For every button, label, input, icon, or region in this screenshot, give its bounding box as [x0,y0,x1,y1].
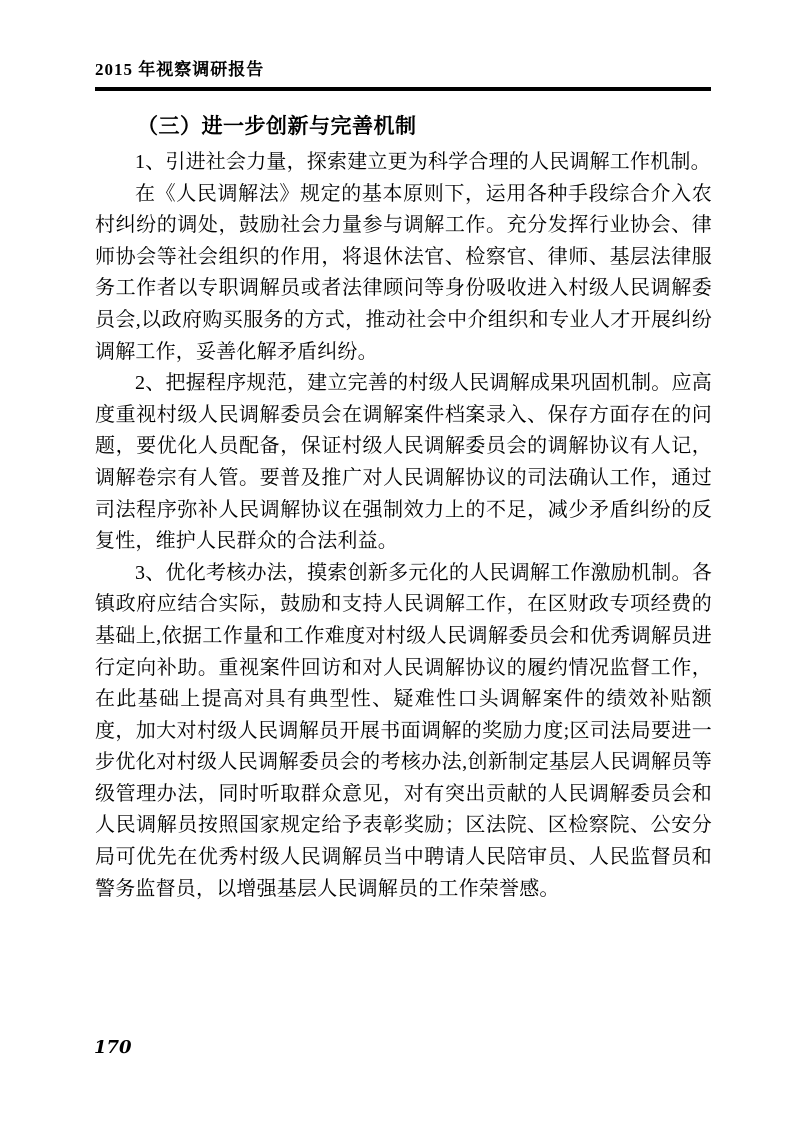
section-heading: （三）进一步创新与完善机制 [137,114,417,138]
running-header [95,60,711,80]
paragraph: 2、把握程序规范，建立完善的村级人民调解成果巩固机制。应高度重视村级人民调解委员会在调解案件档案录入、保存方面存在的问题，要优化人员配备，保证村级人民调解委员会的调解协议有人记，调解卷宗有人管。要普及推广对人民调解协议的司法确认工作，通过司法程序弥补人民调解协议在强制效力上的不足，减少矛盾纠纷的反复性，维护人民群众的合法利益。 [95,372,712,553]
page-number: 170 [94,1037,132,1058]
document-body [95,110,712,905]
report-title: 2015 年视察调研报告 [95,60,265,79]
paragraph: 1、引进社会力量，探索建立更为科学合理的人民调解工作机制。 [135,151,711,173]
paragraph: 3、优化考核办法，摸索创新多元化的人民调解工作激励机制。各镇政府应结合实际，鼓励和支持人民调解工作，在区财政专项经费的基础上,依据工作量和工作难度对村级人民调解委员会和优秀调解员进行定向补助。重视案件回访和对人民调解协议的履约情况监督工作，在此基础上提高对具有典型性、疑难性口头调解案件的绩效补贴额度，加大对村级人民调解员开展书面调解的奖励力度;区司法局要进一步优化对村级人民调解委员会的考核办法,创新制定基层人民调解员等级管理办法，同时听取群众意见，对有突出贡献的人民调解委员会和人民调解员按照国家规定给予表彰奖励；区法院、区检察院、公安分局可优先在优秀村级人民调解员当中聘请人民陪审员、人民监督员和警务监督员，以增强基层人民调解员的工作荣誉感。 [95,561,712,900]
header-rule-divider [95,87,711,91]
paragraph: 在《人民调解法》规定的基本原则下，运用各种手段综合介入农村纠纷的调处，鼓励社会力量参与调解工作。充分发挥行业协会、律师协会等社会组织的作用，将退休法官、检察官、律师、基层法律服务工作者以专职调解员或者法律顾问等身份吸收进入村级人民调解委员会,以政府购买服务的方式，推动社会中介组织和专业人才开展纠纷调解工作，妥善化解矛盾纠纷。 [95,182,712,363]
